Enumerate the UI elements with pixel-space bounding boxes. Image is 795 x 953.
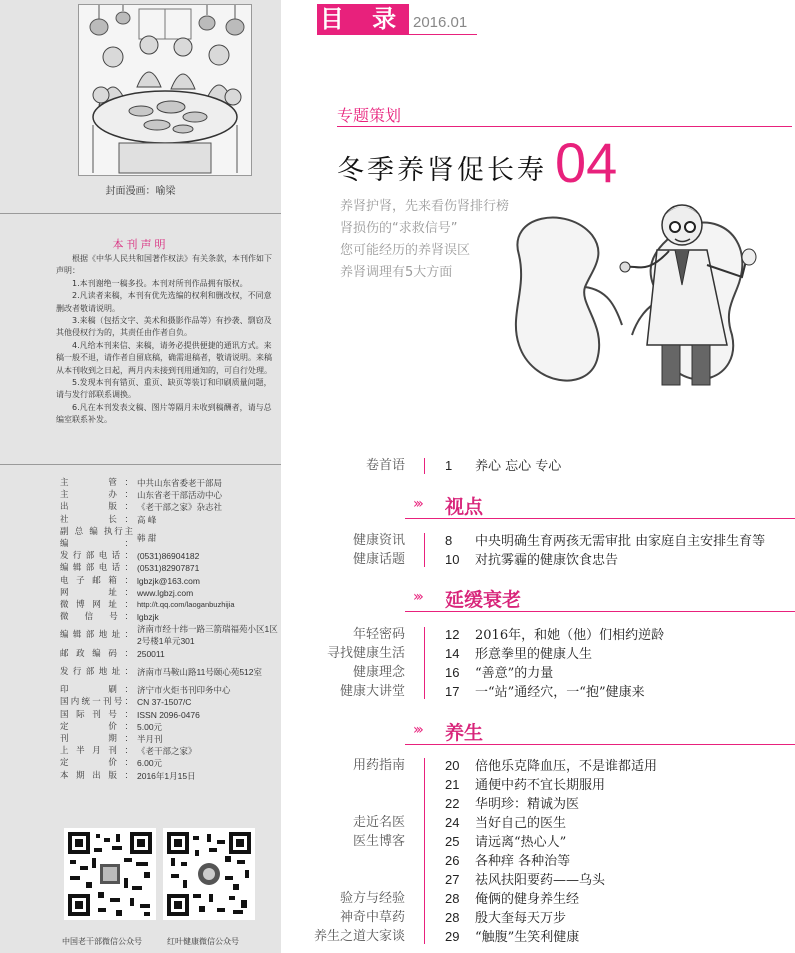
imprint-row xyxy=(60,648,278,660)
section-entries xyxy=(445,625,790,701)
imprint-label: 编辑部地址： xyxy=(60,630,133,641)
column-label xyxy=(250,775,405,794)
feature-divider xyxy=(337,126,792,127)
imprint-value: ISSN 2096-0476 xyxy=(137,709,200,720)
entry-title: “善意”的力量 xyxy=(475,666,554,681)
toc-entry[interactable] xyxy=(445,870,790,889)
imprint-value: 山东省老干部活动中心 xyxy=(137,490,223,501)
imprint-row xyxy=(60,477,278,489)
entry-page: 29 xyxy=(445,929,460,944)
qr-code-icon xyxy=(64,828,156,920)
entry-page: 22 xyxy=(445,796,460,811)
entry-title: 华明珍：精诚为医 xyxy=(475,797,580,812)
feature-category: 专题策划 xyxy=(337,106,402,125)
imprint-row xyxy=(60,623,278,647)
imprint-row xyxy=(60,575,278,587)
section-divider xyxy=(405,518,795,519)
entry-page: 21 xyxy=(445,777,460,792)
imprint-row xyxy=(60,611,278,623)
imprint-label: 出 版： xyxy=(60,502,133,513)
imprint-value: http://t.qq.com/laoganbuzhijia xyxy=(137,599,235,609)
imprint-value: 济南市经十纬一路三箭瑞福苑小区1区2号楼1单元301 xyxy=(137,624,278,647)
column-label: 健康大讲堂 xyxy=(339,684,405,699)
declaration-paragraph: 6.凡在本刊发表文稿、图片等隔月未收到稿酬者，请与总编室联系补发。 xyxy=(56,402,272,425)
imprint-value: 5.00元 xyxy=(137,721,163,732)
entry-page: 20 xyxy=(445,758,460,773)
column-divider xyxy=(424,458,425,474)
imprint-label: 微博网址： xyxy=(60,599,133,610)
entry-page: 1 xyxy=(445,458,453,473)
cover-caption: 封面漫画：喻梁 xyxy=(105,186,176,197)
toc-entry[interactable] xyxy=(445,813,790,832)
juanshou-entries xyxy=(445,456,790,475)
entry-page: 16 xyxy=(445,665,460,680)
imprint-label: 印 刷： xyxy=(60,685,133,696)
chevrons-icon: ››› xyxy=(413,496,421,512)
imprint-row xyxy=(60,501,278,513)
declaration-body xyxy=(56,253,274,427)
toc-entry[interactable] xyxy=(445,927,790,946)
column-label: 养生之道大家谈 xyxy=(313,929,405,944)
toc-entry[interactable] xyxy=(445,832,790,851)
feature-subtopic: 养肾调理有5大方面 xyxy=(340,265,453,280)
toc-entry[interactable] xyxy=(445,682,790,701)
entry-title: 各种痒 各种治等 xyxy=(475,854,571,869)
section-title: 延缓衰老 xyxy=(445,589,522,611)
imprint-row xyxy=(60,587,278,599)
entry-page: 25 xyxy=(445,834,460,849)
imprint-value: (0531)82907871 xyxy=(137,563,200,574)
imprint-value: 半月刊 xyxy=(137,733,163,744)
section-columns xyxy=(250,756,405,946)
column-label: 验方与经验 xyxy=(339,891,405,906)
toc-entry[interactable] xyxy=(445,644,790,663)
entry-page: 12 xyxy=(445,627,460,642)
section-entries xyxy=(445,756,790,946)
section-title: 视点 xyxy=(445,496,484,518)
imprint-label: 邮政编码： xyxy=(60,648,133,659)
chevrons-icon: ››› xyxy=(413,589,421,605)
declaration-paragraph: 2.凡读者来稿，本刊有优先选编的权利和删改权，不同意删改者敬请说明。 xyxy=(56,291,272,313)
column-label: 寻找健康生活 xyxy=(326,646,405,661)
declaration-paragraph: 4.凡给本刊来信、来稿，请务必提供便捷的通讯方式。来稿一般不退，请作者自留底稿，确需退稿者，敬请说明。来稿从本刊收到之日起，两月内未接到刊用通知的，可自行处理。 xyxy=(56,340,272,375)
entry-page: 28 xyxy=(445,910,460,925)
entry-page: 10 xyxy=(445,552,460,567)
imprint-value: CN 37-1507/C xyxy=(137,697,192,708)
imprint-label: 定 价： xyxy=(60,758,133,769)
imprint-value: 250011 xyxy=(137,648,165,659)
imprint-value: 《老干部之家》杂志社 xyxy=(137,502,223,513)
imprint-label: 上半月刊： xyxy=(60,746,133,757)
entry-title: 通便中药不宜长期服用 xyxy=(475,778,606,793)
imprint-row xyxy=(60,489,278,501)
imprint-row xyxy=(60,733,278,745)
feature-subtopic: 您可能经历的养肾误区 xyxy=(340,243,471,258)
qr-caption: 红叶健康微信公众号 xyxy=(167,937,239,946)
column-label: 健康资讯 xyxy=(352,533,405,548)
imprint-value: (0531)86904182 xyxy=(137,551,200,562)
imprint-value: 《老干部之家》 xyxy=(137,746,197,757)
entry-title: 中央明确生育两孩无需审批 由家庭自主安排生育等 xyxy=(475,534,766,549)
imprint-row xyxy=(60,684,278,696)
imprint-row xyxy=(60,562,278,574)
column-divider xyxy=(424,627,425,699)
imprint-label: 定 价： xyxy=(60,721,133,732)
imprint-row xyxy=(60,550,278,562)
toc-entry[interactable] xyxy=(445,794,790,813)
imprint-row xyxy=(60,721,278,733)
qr-caption: 中国老干部微信公众号 xyxy=(62,937,142,946)
imprint-value: 韩 甜 xyxy=(137,532,157,543)
imprint-label: 主 管： xyxy=(60,478,133,488)
imprint-row xyxy=(60,709,278,721)
imprint-row xyxy=(60,696,278,708)
declaration-paragraph: 3.来稿（包括文字、美术和摄影作品等）有抄袭、剽窃及其他侵权行为的，其责任由作者自负。 xyxy=(56,316,272,338)
section-divider xyxy=(405,744,795,745)
entry-title: 养心 忘心 专心 xyxy=(475,459,562,474)
declaration-paragraph: 1.本刊谢绝一稿多投。本刊对所刊作品拥有版权。 xyxy=(72,278,248,288)
imprint-label: 副 总 编 执行主编： xyxy=(60,526,133,549)
feature-subtopic: 养肾护肾，先来看伤肾排行榜 xyxy=(340,199,510,214)
entry-page: 27 xyxy=(445,872,460,887)
entry-title: 对抗雾霾的健康饮食忠告 xyxy=(475,553,619,568)
imprint-value: 6.00元 xyxy=(137,758,163,769)
imprint-row xyxy=(60,757,278,769)
toc-entry[interactable] xyxy=(445,775,790,794)
cover-cartoon-illustration xyxy=(78,4,252,176)
juanshou-column xyxy=(250,456,405,475)
imprint-label: 刊 期： xyxy=(60,733,133,744)
section-title: 养生 xyxy=(445,722,484,744)
entry-page: 17 xyxy=(445,684,460,699)
imprint-label: 发行部地址： xyxy=(60,666,133,677)
toc-entry[interactable] xyxy=(445,531,790,550)
toc-entry[interactable] xyxy=(445,456,790,475)
imprint-value: 高 峰 xyxy=(137,514,157,525)
imprint-info xyxy=(60,477,278,782)
column-label xyxy=(250,870,405,889)
column-label: 健康理念 xyxy=(352,665,405,680)
declaration-paragraph: 根据《中华人民共和国著作权法》有关条款，本刊作如下声明： xyxy=(56,254,272,276)
entry-title: 当好自己的医生 xyxy=(475,816,567,831)
qr-code-icon xyxy=(163,828,255,920)
imprint-label: 网 址： xyxy=(60,587,133,598)
entry-title: 请远离“热心人” xyxy=(475,835,567,850)
toc-entry[interactable] xyxy=(445,889,790,908)
entry-title: 形意拳里的健康人生 xyxy=(475,647,593,662)
divider xyxy=(0,464,281,465)
imprint-row xyxy=(60,660,278,684)
column-label: 神奇中草药 xyxy=(339,910,405,925)
declaration-paragraph: 5.发现本刊有错页、重页、缺页等装订和印刷质量问题，请与发行部联系调换。 xyxy=(56,378,272,400)
imprint-value: 中共山东省委老干部局 xyxy=(137,478,223,488)
entry-page: 8 xyxy=(445,533,453,548)
toc-entry[interactable] xyxy=(445,851,790,870)
left-sidebar xyxy=(0,0,281,953)
toc-title: 目 录 xyxy=(319,5,407,33)
imprint-row xyxy=(60,599,278,611)
imprint-label: 电子邮箱： xyxy=(60,575,133,586)
column-label xyxy=(250,851,405,870)
entry-title: 祛风扶阳要药——乌头 xyxy=(475,873,606,888)
column-label: 走近名医 xyxy=(352,815,405,830)
toc-entry[interactable] xyxy=(445,550,790,569)
imprint-value: lgbzjk@163.com xyxy=(137,575,200,586)
column-label: 年轻密码 xyxy=(352,627,405,642)
imprint-value: www.lgbzj.com xyxy=(137,587,194,598)
toc-header-underline xyxy=(317,34,477,35)
kidney-doctor-illustration xyxy=(497,195,795,395)
imprint-value: 济南市马鞍山路11号颐心苑512室 xyxy=(137,667,263,678)
imprint-row xyxy=(60,514,278,526)
imprint-label: 国际刊号： xyxy=(60,709,133,720)
column-label: 卷首语 xyxy=(365,458,405,473)
entry-title: 俺俩的健身养生经 xyxy=(475,892,580,907)
imprint-row xyxy=(60,526,278,550)
declaration-title: 本刊声明 xyxy=(112,238,169,251)
entry-page: 14 xyxy=(445,646,460,661)
feature-subtopic: 肾损伤的“求救信号” xyxy=(340,221,458,236)
section-columns xyxy=(250,625,405,701)
toc-entry[interactable] xyxy=(445,625,790,644)
entry-title: 殷大奎每天万步 xyxy=(475,911,567,926)
column-label: 健康话题 xyxy=(352,552,405,567)
section-columns xyxy=(250,531,405,569)
column-divider xyxy=(424,758,425,944)
section-entries xyxy=(445,531,790,569)
column-label xyxy=(250,794,405,813)
entry-page: 28 xyxy=(445,891,460,906)
imprint-row xyxy=(60,745,278,757)
imprint-value: lgbzjk xyxy=(137,612,159,623)
toc-entry[interactable] xyxy=(445,908,790,927)
imprint-label: 发行部电话： xyxy=(60,551,133,562)
imprint-value: 2016年1月15日 xyxy=(137,770,196,781)
feature-subtopics xyxy=(340,196,509,284)
imprint-label: 社 长： xyxy=(60,514,133,525)
entry-title: “触腹”生笑利健康 xyxy=(475,930,580,945)
entry-title: 一“站”通经穴，一“抱”健康来 xyxy=(475,685,645,700)
feature-title[interactable]: 冬季养肾促长寿 xyxy=(337,155,547,186)
column-label: 用药指南 xyxy=(352,758,405,773)
column-label: 医生博客 xyxy=(352,834,405,849)
entry-title: 2016年，和她（他）们相约逆龄 xyxy=(475,628,665,643)
imprint-label: 微 信 号： xyxy=(60,612,133,623)
imprint-label: 主 办： xyxy=(60,490,133,501)
imprint-label: 编辑部电话： xyxy=(60,563,133,574)
imprint-label: 本期出版： xyxy=(60,770,133,781)
feature-page-number[interactable]: 04 xyxy=(555,131,618,194)
imprint-label: 国内统一刊号： xyxy=(60,697,133,708)
section-divider xyxy=(405,611,795,612)
toc-entry[interactable] xyxy=(445,756,790,775)
column-divider xyxy=(424,533,425,567)
imprint-row xyxy=(60,770,278,782)
chevrons-icon: ››› xyxy=(413,722,421,738)
imprint-value: 济宁市火炬书刊印务中心 xyxy=(137,685,231,696)
entry-page: 24 xyxy=(445,815,460,830)
divider xyxy=(0,213,281,214)
toc-entry[interactable] xyxy=(445,663,790,682)
entry-title: 倍他乐克降血压，不是谁都适用 xyxy=(475,759,658,774)
issue-number: 2016.01 xyxy=(413,14,468,31)
entry-page: 26 xyxy=(445,853,460,868)
